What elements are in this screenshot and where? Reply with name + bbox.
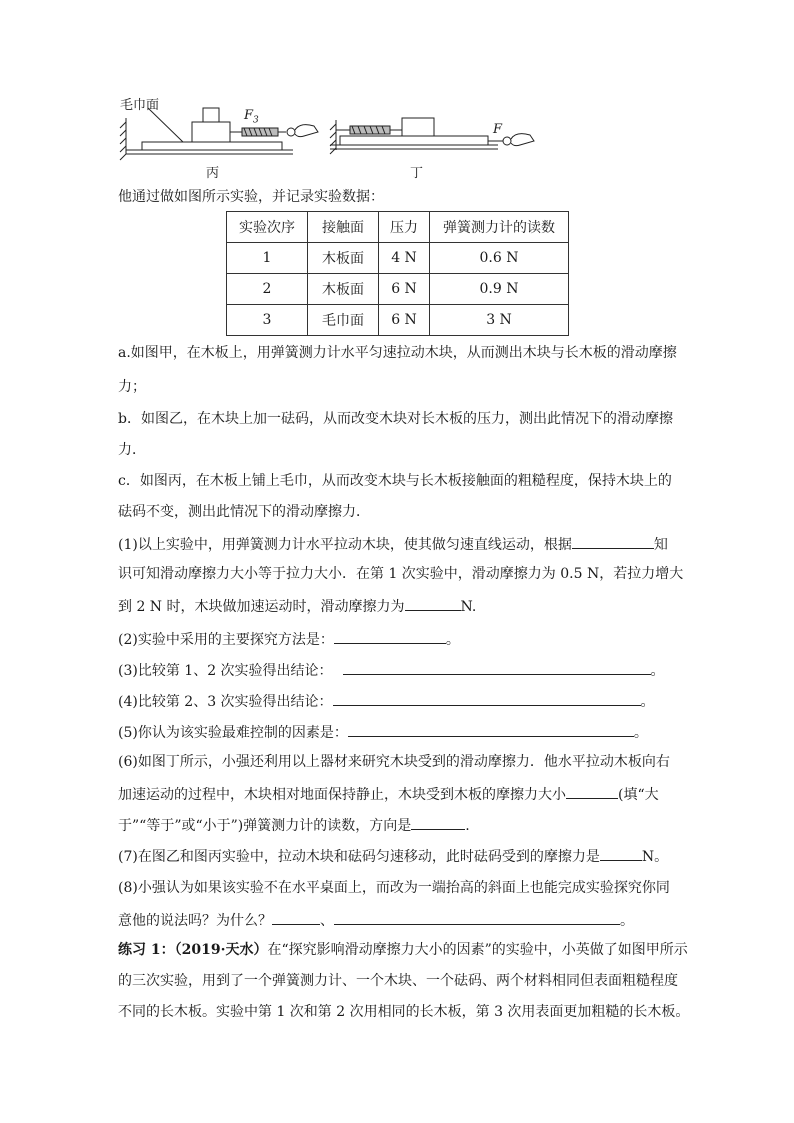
table-header: 实验次序: [227, 212, 308, 243]
answer-blank[interactable]: [348, 722, 634, 737]
force-symbol: F: [244, 108, 254, 123]
table-header-row: [227, 212, 569, 243]
table-cell: 4 N: [379, 243, 430, 274]
step-c-line2: 砝码不变，测出此情况下的滑动摩擦力．: [118, 504, 370, 520]
table-cell: 1: [227, 243, 308, 274]
table-cell: 3: [227, 305, 308, 336]
question-6-line3: [118, 815, 678, 835]
answer-blank[interactable]: [411, 815, 465, 830]
table-header: 弹簧测力计的读数: [430, 212, 569, 243]
table-cell: 毛巾面: [308, 305, 379, 336]
question-8-line1: (8)小强认为如果该实验不在水平桌面上，而改为一端抬高的斜面上也能完成实验探究你同: [118, 880, 670, 896]
step-c-line1: c．如图丙，在木板上铺上毛巾，从而改变木块与长木板接触面的粗糙程度，保持木块上的: [118, 473, 672, 489]
table-cell: 2: [227, 274, 308, 305]
experiment-table: [226, 211, 569, 336]
q1-unit: N.: [460, 599, 477, 615]
table-cell: 木板面: [308, 243, 379, 274]
towel-label: 毛巾面: [120, 98, 160, 113]
end-mark: 。: [640, 694, 655, 710]
table-cell: 木板面: [308, 274, 379, 305]
q1-text: (1)以上实验中，用弹簧测力计水平拉动木块，使其做匀速直线运动，根据: [118, 537, 572, 553]
experiment-diagram: [118, 92, 538, 187]
table-cell: 3 N: [430, 305, 569, 336]
q6-period: .: [465, 818, 470, 834]
end-mark: 。: [633, 725, 648, 741]
answer-blank[interactable]: [333, 691, 641, 706]
q6-text-end: (填“大: [618, 787, 659, 803]
q6-text: 加速运动的过程中，木块相对地面保持静止，木块受到木板的摩擦力大小: [118, 787, 566, 803]
question-1-line2: 识可知滑动摩擦力大小等于拉力大小．在第 1 次实验中，滑动摩擦力为 0.5 N，若拉力增大: [118, 566, 684, 582]
table-row: [227, 274, 569, 305]
answer-blank[interactable]: [566, 784, 618, 799]
end-mark: 。: [620, 913, 634, 929]
step-a-line2: 力；: [118, 379, 146, 395]
q3-text: (3)比较第 1、2 次实验得出结论：: [118, 663, 333, 679]
table-row: [227, 243, 569, 274]
question-6-line1: (6)如图丁所示，小强还利用以上器材来研究木块受到的滑动摩擦力．他水平拉动木板向右: [118, 754, 670, 770]
force-label-f3: [244, 108, 259, 126]
answer-blank[interactable]: [272, 910, 320, 925]
question-1-line3: [118, 596, 678, 616]
q2-text: (2)实验中采用的主要探究方法是：: [118, 632, 334, 648]
practice-line2: 的三次实验，用到了一个弹簧测力计、一个木块、一个砝码、两个材料相同但表面粗糙程度: [118, 973, 678, 989]
q5-text: (5)你认为该实验最难控制的因素是：: [118, 725, 348, 741]
caption-ding: 丁: [410, 166, 424, 181]
q4-text: (4)比较第 2、3 次实验得出结论：: [118, 694, 333, 710]
step-a-line1: a.如图甲，在木板上，用弹簧测力计水平匀速拉动木块，从而测出木块与长木板的滑动摩擦: [118, 345, 677, 361]
experiment-figure: [118, 92, 538, 187]
question-5: [118, 722, 678, 742]
q7-text: (7)在图乙和图丙实验中，拉动木块和砝码匀速移动，此时砝码受到的摩擦力是: [118, 849, 600, 865]
q8-sep: 、: [320, 913, 334, 929]
practice-label: 练习 1：（2019·天水）: [118, 942, 268, 958]
end-mark: 。: [650, 663, 665, 679]
table-header: 接触面: [308, 212, 379, 243]
answer-blank[interactable]: [600, 846, 642, 861]
force-label-f: F: [493, 122, 503, 137]
intro-text: 他通过做如图所示实验，并记录实验数据：: [118, 189, 384, 205]
table-row: [227, 305, 569, 336]
practice-line3: 不同的长木板。实验中第 1 次和第 2 次用相同的长木板，第 3 次用表面更加粗糙的长木板。: [118, 1004, 690, 1020]
q1-text: 到 2 N 时，木块做加速运动时，滑动摩擦力为: [118, 599, 405, 615]
table-cell: 0.9 N: [430, 274, 569, 305]
force-subscript: 3: [253, 115, 259, 126]
table-cell: 0.6 N: [430, 243, 569, 274]
table-cell: 6 N: [379, 274, 430, 305]
end-mark: 。: [445, 632, 460, 648]
question-3: [118, 660, 678, 680]
q8-text: 意他的说法吗？为什么？: [118, 913, 272, 929]
table-header: 压力: [379, 212, 430, 243]
practice-text: 在“探究影响滑动摩擦力大小的因素”的实验中，小英做了如图甲所示: [267, 942, 688, 958]
q6-text: 于”“等于”或“小于”)弹簧测力计的读数，方向是: [118, 818, 412, 834]
table-cell: 6 N: [379, 305, 430, 336]
caption-bing: 丙: [206, 166, 220, 181]
answer-blank[interactable]: [334, 910, 620, 925]
question-1-line1: [118, 534, 678, 554]
question-6-line2: [118, 784, 678, 804]
question-4: [118, 691, 678, 711]
step-b-line2: 力．: [118, 442, 146, 458]
answer-blank[interactable]: [343, 660, 651, 675]
question-2: [118, 629, 678, 649]
q7-unit: N。: [641, 849, 669, 865]
answer-blank[interactable]: [405, 596, 461, 611]
question-7: [118, 846, 678, 866]
diagram-bing: [120, 108, 318, 160]
practice-line1: [118, 941, 688, 959]
question-8-line2: [118, 910, 678, 930]
answer-blank[interactable]: [334, 629, 446, 644]
q1-text-end: 知: [653, 537, 668, 553]
answer-blank[interactable]: [572, 534, 654, 549]
diagram-ding: [330, 118, 534, 154]
step-b-line1: b．如图乙，在木块上加一砝码，从而改变木块对长木板的压力，测出此情况下的滑动摩擦: [118, 411, 673, 427]
